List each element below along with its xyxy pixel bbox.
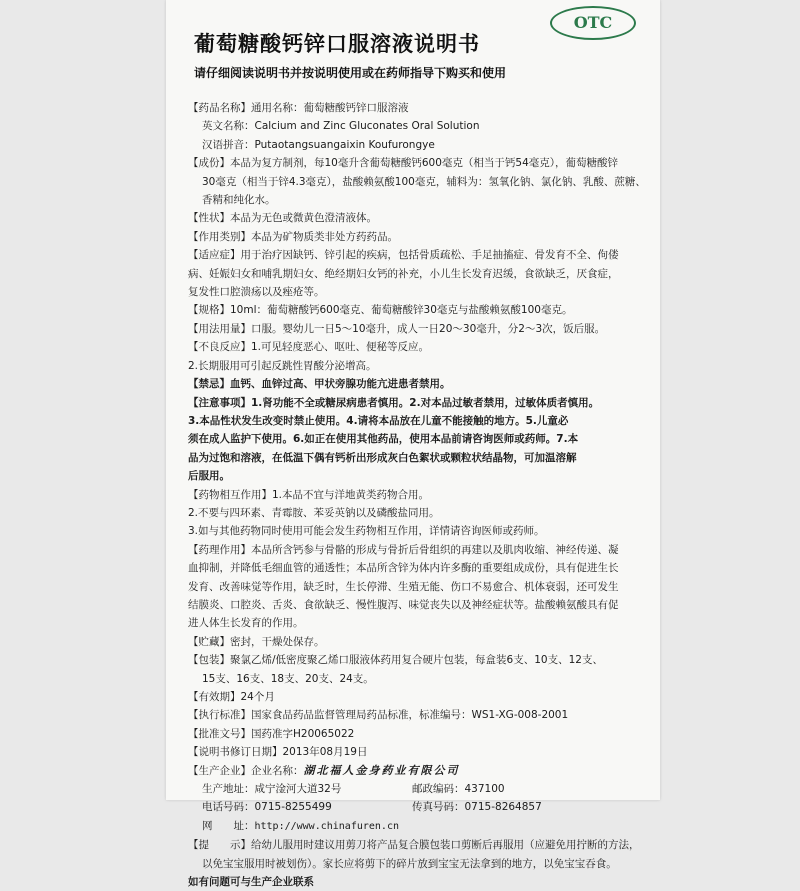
ingredients-line: 香精和纯化水。 (202, 194, 276, 207)
approval-number-line: 【批准文号】国药准字H20065022 (188, 727, 355, 740)
indications-line: 病、妊娠妇女和哺乳期妇女、绝经期妇女钙的补充，小儿生长发育迟缓，食欲缺乏，厌食症， (188, 267, 619, 280)
precautions-line: 须在成人监护下使用。6.如正在使用其他药品，使用本品前请咨询医师或药师。7.本 (188, 433, 579, 446)
ingredients-line: 【成份】本品为复方制剂，每10毫升含葡萄糖酸钙600毫克（相当于钙54毫克），葡萄糖酸锌 (188, 157, 619, 170)
fax: 传真号码：0715-8264857 (412, 801, 542, 814)
precautions-line: 后服用。 (188, 470, 230, 483)
pharmacology-line: 发育、改善味觉等作用，缺乏时，生长停滞、生殖无能、伤口不易愈合、机体衰弱，还可发生 (188, 580, 619, 593)
interactions-line: 2.不要与四环素、青霉胺、苯妥英钠以及磷酸盐同用。 (188, 506, 440, 519)
storage-line: 【贮藏】密封，干燥处保存。 (188, 635, 325, 648)
postcode: 邮政编码：437100 (412, 783, 505, 796)
tips-line: 【提 示】给幼儿服用时建议用剪刀将产品复合膜包装口剪断后再服用（应避免用拧断的方法， (188, 839, 640, 852)
company-name: 湖北福人金身药业有限公司 (303, 763, 460, 777)
pharmacology-line: 【药理作用】本品所含钙参与骨骼的形成与骨折后骨组织的再建以及肌肉收缩、神经传递、凝 (188, 543, 619, 556)
pinyin-line: 汉语拼音：Putaotangsuangaixin Koufurongye (202, 138, 435, 151)
expiry-line: 【有效期】24个月 (188, 691, 275, 703)
phone-line (188, 798, 644, 816)
website-label: 网 址： (202, 819, 255, 832)
address: 生产地址：咸宁淦河大道32号 (202, 783, 342, 796)
pharmacology-line: 结膜炎、口腔炎、舌炎、食欲缺乏、慢性腹泻、味觉丧失以及神经症状等。盐酸赖氨酸具有促 (188, 598, 619, 611)
leaflet-title: 葡萄糖酸钙锌口服溶液说明书 (194, 32, 480, 56)
precautions-line: 品为过饱和溶液，在低温下偶有钙析出形成灰白色絮状或颗粒状结晶物，可加温溶解 (188, 451, 577, 464)
english-name-line: 英文名称：Calcium and Zinc Gluconates Oral Solution (202, 120, 480, 133)
interactions-line: 【药物相互作用】1.本品不宜与洋地黄类药物合用。 (188, 488, 430, 501)
category-line: 【作用类别】本品为矿物质类非处方药药品。 (188, 230, 398, 243)
adverse-reactions-line: 2.长期服用可引起反跳性胃酸分泌增高。 (188, 359, 377, 372)
indications-line: 复发性口腔溃疡以及痤疮等。 (188, 286, 325, 299)
tips-line: 以免宝宝服用时被划伤）。家长应将剪下的碎片放到宝宝无法拿到的地方，以免宝宝吞食。 (202, 857, 617, 870)
contraindications-line: 【禁忌】血钙、血锌过高、甲状旁腺功能亢进患者禁用。 (188, 378, 451, 391)
packaging-line: 15支、16支、18支、20支、24支。 (202, 672, 374, 685)
leaflet-body (188, 99, 644, 891)
specification-line: 【规格】10ml：葡萄糖酸钙600毫克、葡萄糖酸锌30毫克与盐酸赖氨酸100毫克。 (188, 304, 573, 317)
precautions-line: 【注意事项】1.肾功能不全或糖尿病患者慎用。2.对本品过敏者禁用，过敏体质者慎用。 (188, 396, 600, 409)
drug-name-line: 【药品名称】通用名称：葡萄糖酸钙锌口服溶液 (188, 102, 409, 114)
manufacturer-heading: 【生产企业】企业名称： (188, 764, 304, 777)
contact-footer: 如有问题可与生产企业联系 (188, 876, 314, 889)
address-line (188, 780, 644, 798)
ingredients-line: 30毫克（相当于锌4.3毫克），盐酸赖氨酸100毫克，辅料为：氢氧化钠、氯化钠、乳酸、蔗糖、 (202, 175, 646, 188)
dosage-line: 【用法用量】口服。婴幼儿一日5～10毫升，成人一日20～30毫升，分2～3次，饭后服。 (188, 322, 606, 335)
revision-date-line: 【说明书修订日期】2013年08月19日 (188, 746, 368, 759)
manufacturer-line (188, 762, 644, 780)
interactions-line: 3.如与其他药物同时使用可能会发生药物相互作用，详情请咨询医师或药师。 (188, 525, 545, 538)
phone: 电话号码：0715-8255499 (202, 801, 332, 814)
indications-line: 【适应症】用于治疗因缺钙、锌引起的疾病，包括骨质疏松、手足抽搐症、骨发育不全、佝偻 (188, 249, 619, 262)
leaflet-sheet (166, 0, 660, 889)
website-link: http://www.chinafuren.cn (254, 820, 399, 832)
precautions-line: 3.本品性状发生改变时禁止使用。4.请将本品放在儿童不能接触的地方。5.儿童必 (188, 414, 569, 427)
otc-logo: OTC (550, 6, 636, 40)
standard-line: 【执行标准】国家食品药品监督管理局药品标准，标准编号：WS1-XG-008-2001 (188, 709, 569, 722)
usage-warning: 请仔细阅读说明书并按说明使用或在药师指导下购买和使用 (194, 66, 507, 80)
pharmacology-line: 进人体生长发育的作用。 (188, 617, 304, 630)
packaging-line: 【包装】聚氯乙烯/低密度聚乙烯口服液体药用复合硬片包装，每盒装6支、10支、12支、 (188, 654, 603, 667)
adverse-reactions-line: 【不良反应】1.可见轻度恶心、呕吐、便秘等反应。 (188, 341, 430, 354)
website-line (188, 817, 644, 836)
pharmacology-line: 血抑制，并降低毛细血管的通透性；本品所含锌为体内许多酶的重要组成成份，具有促进生长 (188, 562, 619, 575)
appearance-line: 【性状】本品为无色或微黄色澄清液体。 (188, 212, 377, 225)
